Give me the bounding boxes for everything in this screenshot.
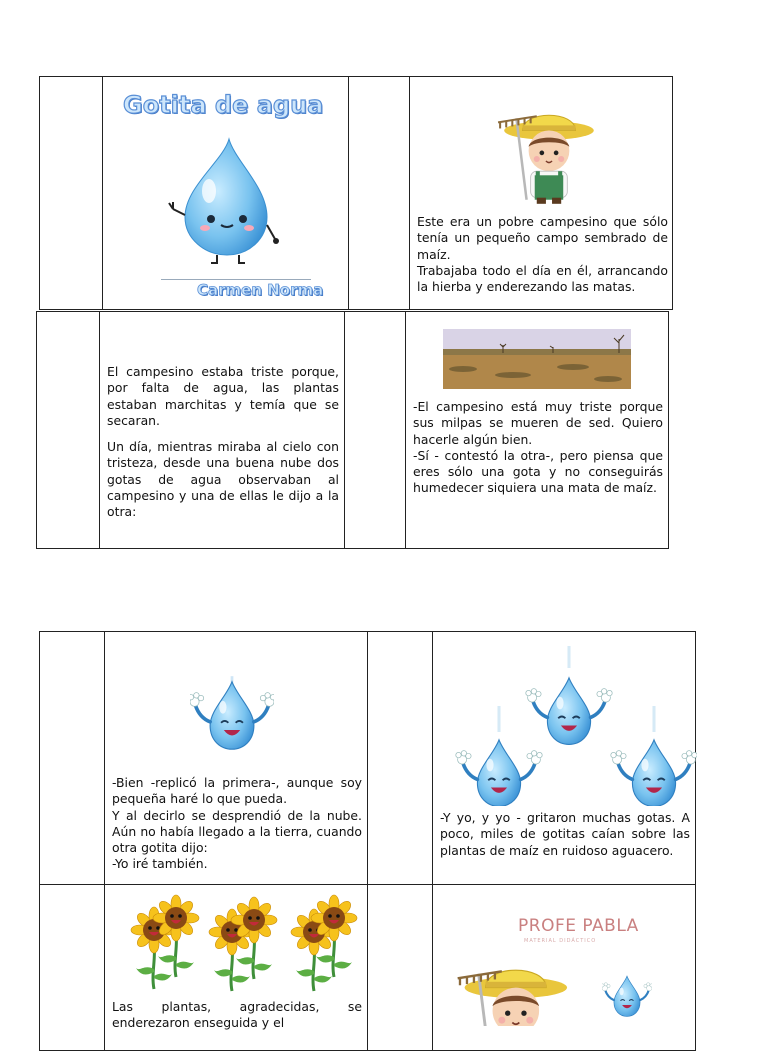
cover-panel: [103, 77, 348, 309]
page5-paragraph: -Y yo, y yo - gritaron muchas gotas. A poco, miles de gotitas caían sobre las plantas de maíz en ruidoso aguacero.: [440, 810, 690, 858]
page1-paragraph: Este era un pobre campesino que sólo tenía un pequeño campo sembrado de maíz.: [417, 214, 668, 262]
watermark-brand: PROFE PABLA: [518, 916, 639, 936]
dry-field-photo: [443, 329, 631, 389]
page1-paragraph: Trabajaba todo el día en él, arrancando la hierba y enderezando las matas.: [417, 262, 668, 295]
farmer-with-rake-icon: [494, 99, 606, 219]
watermark-subtitle: MATERIAL DIDÁCTICO: [524, 938, 597, 944]
cover-author: Carmen Norma: [197, 281, 324, 299]
page2-text: [107, 364, 339, 521]
farmer-bottom-icon: [452, 962, 582, 1026]
page5-text: [440, 810, 690, 859]
page6-text: [112, 999, 362, 1032]
happy-drop-icon: [190, 672, 274, 768]
story-table-bottom: [39, 631, 696, 1051]
page4-paragraph: -Yo iré también.: [112, 856, 208, 872]
page4-text: [112, 775, 362, 873]
happy-drops-group-icon: [445, 646, 697, 806]
cover-divider: [161, 279, 311, 280]
page4-paragraph: -Bien -replicó la primera-, aunque soy pequeña haré lo que pueda.: [112, 775, 362, 807]
cover-title: Gotita de agua: [123, 91, 324, 119]
page6-paragraph: Las plantas, agradecidas, se enderezaron enseguida y el: [112, 999, 362, 1031]
page3-paragraph: -Sí - contestó la otra-, pero piensa que eres sólo una gota y no conseguirás humedecer siquiera una mata de maíz.: [413, 447, 663, 496]
small-drop-icon: [602, 972, 652, 1026]
water-drop-mascot-icon: [163, 135, 283, 265]
sunflowers-icon: [120, 890, 360, 1000]
page3-text: [413, 399, 663, 497]
page1-text: [417, 214, 668, 295]
story-table-top: [39, 76, 673, 310]
story-table-middle: [36, 311, 669, 549]
page3-paragraph: -El campesino está muy triste porque sus milpas se mueren de sed. Quiero hacerle algún bien.: [413, 399, 663, 447]
page2-paragraph: El campesino estaba triste porque, por falta de agua, las plantas estaban marchitas y temía que se secaran.: [107, 364, 339, 428]
page2-paragraph: Un día, mientras miraba al cielo con tristeza, desde una buena nube dos gotas de agua observaban al campesino y una de ellas le dijo a la otra:: [107, 439, 339, 520]
page4-paragraph: Y al decirlo se desprendió de la nube. Aún no había llegado a la tierra, cuando otra gotita dijo:: [112, 807, 362, 856]
